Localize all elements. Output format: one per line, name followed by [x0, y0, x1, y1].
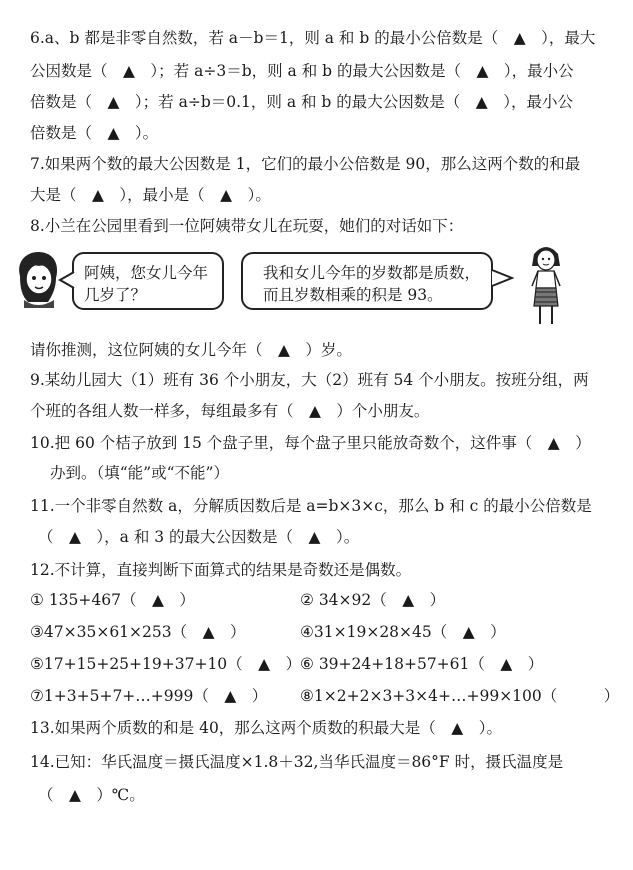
q9-line-1: 9.某幼儿园大（1）班有 36 个小朋友，大（2）班有 54 个小朋友。按班分组，两 — [30, 371, 589, 389]
bubble-left-line-2: 几岁了？ — [84, 286, 147, 304]
woman-illustration — [526, 240, 566, 328]
q10-line-1: 10.把 60 个桔子放到 15 个盘子里，每个盘子里只能放奇数个，这件事（ ▲ ） — [30, 434, 591, 452]
q14-line-1: 14.已知：华氏温度＝摄氏温度×1.8＋32,当华氏温度＝86°F 时，摄氏温度是 — [30, 753, 564, 771]
bubble-left-line-1: 阿姨，您女儿今年 — [84, 264, 209, 282]
speech-bubble-right — [241, 252, 493, 310]
q12-item-8: ⑧1×2+2×3+3×4+…+99×100（ ） — [300, 687, 620, 705]
q9-line-2: 个班的各组人数一样多，每组最多有（ ▲ ）个小朋友。 — [30, 402, 430, 420]
bubble-right-line-2: 而且岁数相乘的积是 93。 — [263, 286, 443, 304]
q12-item-3: ③47×35×61×253（ ▲ ） — [30, 623, 246, 641]
q12-item-4: ④31×19×28×45（ ▲ ） — [300, 623, 506, 641]
q10-line-2: 办到。（填“能”或“不能”） — [50, 464, 229, 482]
q6-line-2: 公因数是（ ▲ ）；若 a÷3＝b，则 a 和 b 的最大公因数是（ ▲ ），最小公 — [30, 62, 574, 80]
q14-line-2: （ ▲ ）℃。 — [38, 786, 145, 804]
q11-line-1: 11.一个非零自然数 a，分解质因数后是 a=b×3×c，那么 b 和 c 的最小公倍数是 — [30, 497, 592, 515]
q6-line-4: 倍数是（ ▲ ）。 — [30, 124, 159, 142]
q7-line-2: 大是（ ▲ ），最小是（ ▲ ）。 — [30, 186, 271, 204]
q12-item-5: ⑤17+15+25+19+37+10（ ▲ ） — [30, 655, 302, 673]
q11-line-2: （ ▲ ），a 和 3 的最大公因数是（ ▲ ）。 — [38, 528, 360, 546]
q12-line-1: 12.不计算，直接判断下面算式的结果是奇数还是偶数。 — [30, 561, 412, 579]
speech-bubble-left-tail — [58, 270, 76, 290]
q13-line-1: 13.如果两个质数的和是 40，那么这两个质数的积最大是（ ▲ ）。 — [30, 719, 502, 737]
q8-line-1: 8.小兰在公园里看到一位阿姨带女儿在玩耍，她们的对话如下： — [30, 217, 464, 235]
q12-item-7: ⑦1+3+5+7+…+999（ ▲ ） — [30, 687, 268, 705]
speech-bubble-right-tail — [490, 268, 514, 288]
q12-item-6: ⑥ 39+24+18+57+61（ ▲ ） — [300, 655, 544, 673]
q6-line-1: 6.a、b 都是非零自然数，若 a－b＝1，则 a 和 b 的最小公倍数是（ ▲ ），最大 — [30, 29, 596, 47]
q8-line-2: 请你推测，这位阿姨的女儿今年（ ▲ ）岁。 — [30, 341, 352, 359]
q12-item-2: ② 34×92（ ▲ ） — [300, 591, 446, 609]
q6-line-3: 倍数是（ ▲ ）；若 a÷b＝0.1，则 a 和 b 的最大公因数是（ ▲ ），最小公 — [30, 93, 573, 111]
q7-line-1: 7.如果两个数的最大公因数是 1，它们的最小公倍数是 90，那么这两个数的和最 — [30, 155, 581, 173]
girl-illustration — [14, 248, 62, 310]
speech-bubble-left — [72, 252, 224, 310]
bubble-right-line-1: 我和女儿今年的岁数都是质数， — [263, 264, 481, 282]
q12-item-1: ① 135+467（ ▲ ） — [30, 591, 195, 609]
